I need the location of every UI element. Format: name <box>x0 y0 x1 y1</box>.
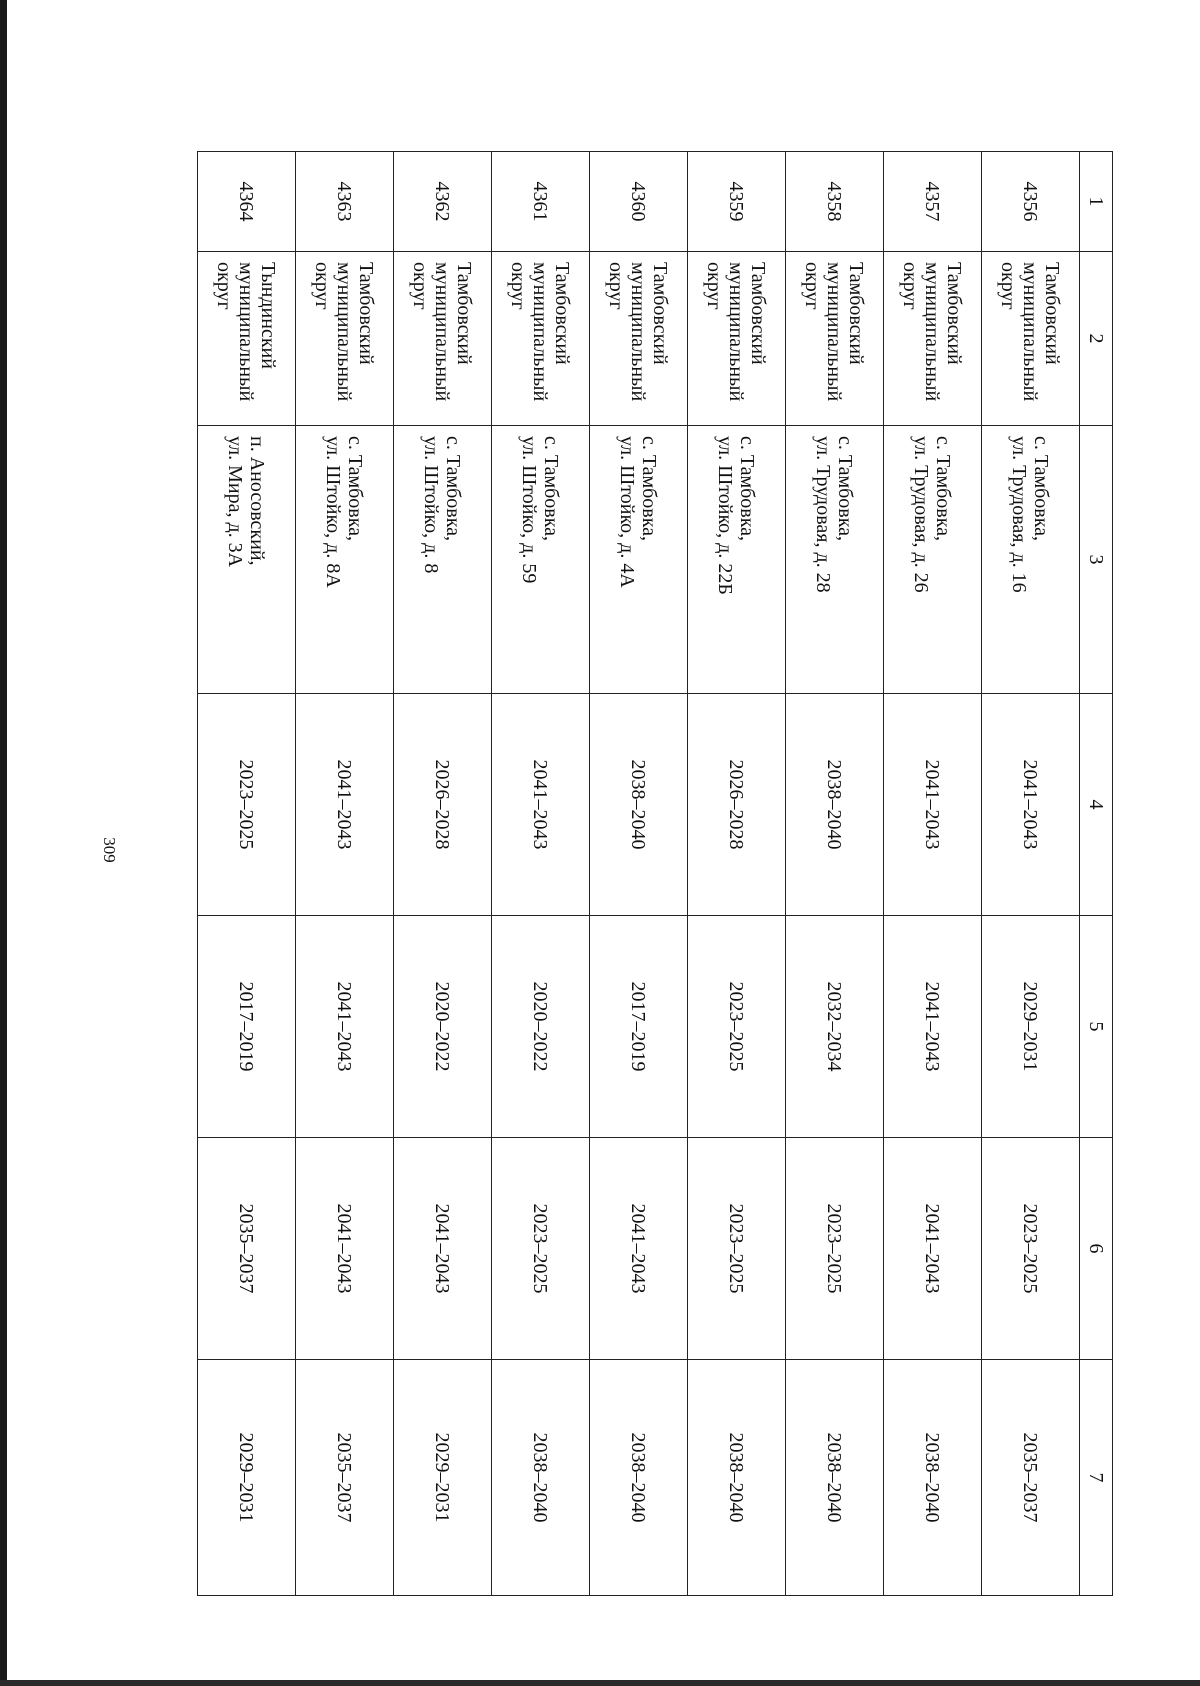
cell-period-c6: 2023–2025 <box>982 1138 1080 1360</box>
cell-period-c7: 2038–2040 <box>590 1360 688 1596</box>
cell-district <box>198 252 296 426</box>
district-line: Тамбовский <box>943 262 966 365</box>
cell-period-c7: 2029–2031 <box>394 1360 492 1596</box>
district-line: муниципальный <box>529 262 552 402</box>
cell-period-c6: 2041–2043 <box>884 1138 982 1360</box>
address-line: ул. Мира, д. 3А <box>224 436 247 568</box>
cell-period-c5: 2041–2043 <box>884 916 982 1138</box>
district-line: Тамбовский <box>355 262 378 365</box>
cell-id: 4358 <box>786 152 884 252</box>
cell-period-c4: 2026–2028 <box>688 694 786 916</box>
cell-id: 4357 <box>884 152 982 252</box>
address-line: ул. Трудовая, д. 16 <box>1008 436 1031 593</box>
cell-period-c4: 2038–2040 <box>590 694 688 916</box>
address-line: ул. Штойко, д. 8 <box>420 436 443 574</box>
table-row <box>688 152 786 1596</box>
cell-district <box>590 252 688 426</box>
cell-period-c6: 2041–2043 <box>394 1138 492 1360</box>
cell-id: 4359 <box>688 152 786 252</box>
data-table <box>197 151 1113 1596</box>
district-line: Тамбовский <box>453 262 476 365</box>
cell-address <box>786 426 884 694</box>
address-line: ул. Штойко, д. 8А <box>322 436 345 588</box>
address-line: с. Тамбовка, <box>638 436 661 542</box>
district-line: муниципальный <box>725 262 748 402</box>
table-row <box>884 152 982 1596</box>
address-line: с. Тамбовка, <box>736 436 759 542</box>
cell-period-c5: 2023–2025 <box>688 916 786 1138</box>
address-line: с. Тамбовка, <box>344 436 367 542</box>
table-row <box>786 152 884 1596</box>
cell-period-c7: 2035–2037 <box>982 1360 1080 1596</box>
rotated-table-wrapper <box>197 151 1113 1595</box>
cell-period-c4: 2026–2028 <box>394 694 492 916</box>
district-line: Тамбовский <box>845 262 868 365</box>
district-line: округ <box>997 262 1020 310</box>
header-cell-2: 2 <box>1080 252 1113 426</box>
address-line: ул. Штойко, д. 4А <box>616 436 639 588</box>
address-line: п. Аносовский, <box>246 436 269 566</box>
district-line: муниципальный <box>921 262 944 402</box>
header-cell-6: 6 <box>1080 1138 1113 1360</box>
address-line: ул. Трудовая, д. 28 <box>812 436 835 593</box>
header-cell-7: 7 <box>1080 1360 1113 1596</box>
cell-district <box>492 252 590 426</box>
cell-period-c7: 2038–2040 <box>492 1360 590 1596</box>
cell-period-c5: 2020–2022 <box>394 916 492 1138</box>
table-row <box>394 152 492 1596</box>
cell-period-c7: 2029–2031 <box>198 1360 296 1596</box>
district-line: округ <box>801 262 824 310</box>
cell-period-c6: 2041–2043 <box>296 1138 394 1360</box>
header-cell-3: 3 <box>1080 426 1113 694</box>
district-line: муниципальный <box>823 262 846 402</box>
cell-id: 4356 <box>982 152 1080 252</box>
cell-district <box>394 252 492 426</box>
cell-period-c4: 2041–2043 <box>296 694 394 916</box>
page-number: 309 <box>100 837 119 863</box>
district-line: Тамбовский <box>551 262 574 365</box>
district-line: округ <box>899 262 922 310</box>
district-line: округ <box>703 262 726 310</box>
district-line: муниципальный <box>431 262 454 402</box>
district-line: муниципальный <box>333 262 356 402</box>
cell-address <box>296 426 394 694</box>
district-line: Тамбовский <box>747 262 770 365</box>
district-line: округ <box>507 262 530 310</box>
district-line: округ <box>213 262 236 310</box>
table-body <box>198 152 1080 1596</box>
cell-period-c6: 2023–2025 <box>786 1138 884 1360</box>
cell-address <box>492 426 590 694</box>
address-line: с. Тамбовка, <box>932 436 955 542</box>
cell-address <box>590 426 688 694</box>
district-line: муниципальный <box>1019 262 1042 402</box>
cell-period-c5: 2017–2019 <box>198 916 296 1138</box>
table-row <box>198 152 296 1596</box>
cell-period-c4: 2041–2043 <box>982 694 1080 916</box>
cell-period-c5: 2032–2034 <box>786 916 884 1138</box>
cell-period-c7: 2038–2040 <box>688 1360 786 1596</box>
district-line: Тамбовский <box>649 262 672 365</box>
cell-period-c4: 2041–2043 <box>884 694 982 916</box>
cell-period-c4: 2038–2040 <box>786 694 884 916</box>
cell-address <box>982 426 1080 694</box>
cell-period-c6: 2035–2037 <box>198 1138 296 1360</box>
district-line: муниципальный <box>627 262 650 402</box>
header-cell-1: 1 <box>1080 152 1113 252</box>
cell-id: 4361 <box>492 152 590 252</box>
address-line: с. Тамбовка, <box>834 436 857 542</box>
header-cell-5: 5 <box>1080 916 1113 1138</box>
cell-period-c5: 2020–2022 <box>492 916 590 1138</box>
cell-period-c5: 2029–2031 <box>982 916 1080 1138</box>
scan-edge-left <box>0 0 7 1686</box>
district-line: Тындинский <box>257 262 280 369</box>
cell-address <box>884 426 982 694</box>
district-line: муниципальный <box>235 262 258 402</box>
cell-period-c4: 2041–2043 <box>492 694 590 916</box>
cell-period-c5: 2017–2019 <box>590 916 688 1138</box>
cell-id: 4363 <box>296 152 394 252</box>
address-line: с. Тамбовка, <box>1030 436 1053 542</box>
cell-address <box>198 426 296 694</box>
cell-id: 4360 <box>590 152 688 252</box>
table-row <box>492 152 590 1596</box>
cell-period-c6: 2023–2025 <box>688 1138 786 1360</box>
cell-id: 4362 <box>394 152 492 252</box>
cell-period-c6: 2041–2043 <box>590 1138 688 1360</box>
address-line: с. Тамбовка, <box>442 436 465 542</box>
cell-district <box>982 252 1080 426</box>
district-line: округ <box>409 262 432 310</box>
scan-edge-bottom <box>0 1680 1200 1686</box>
cell-id: 4364 <box>198 152 296 252</box>
cell-district <box>296 252 394 426</box>
cell-period-c7: 2038–2040 <box>786 1360 884 1596</box>
address-line: ул. Штойко, д. 22Б <box>714 436 737 595</box>
table-row <box>590 152 688 1596</box>
address-line: ул. Штойко, д. 59 <box>518 436 541 584</box>
cell-district <box>688 252 786 426</box>
cell-district <box>786 252 884 426</box>
district-line: округ <box>311 262 334 310</box>
cell-period-c6: 2023–2025 <box>492 1138 590 1360</box>
district-line: округ <box>605 262 628 310</box>
address-line: с. Тамбовка, <box>540 436 563 542</box>
address-line: ул. Трудовая, д. 26 <box>910 436 933 593</box>
header-row <box>1080 152 1113 1596</box>
cell-address <box>688 426 786 694</box>
cell-period-c4: 2023–2025 <box>198 694 296 916</box>
header-cell-4: 4 <box>1080 694 1113 916</box>
cell-district <box>884 252 982 426</box>
cell-period-c7: 2038–2040 <box>884 1360 982 1596</box>
cell-period-c5: 2041–2043 <box>296 916 394 1138</box>
table-row <box>982 152 1080 1596</box>
cell-address <box>394 426 492 694</box>
district-line: Тамбовский <box>1041 262 1064 365</box>
table-row <box>296 152 394 1596</box>
cell-period-c7: 2035–2037 <box>296 1360 394 1596</box>
